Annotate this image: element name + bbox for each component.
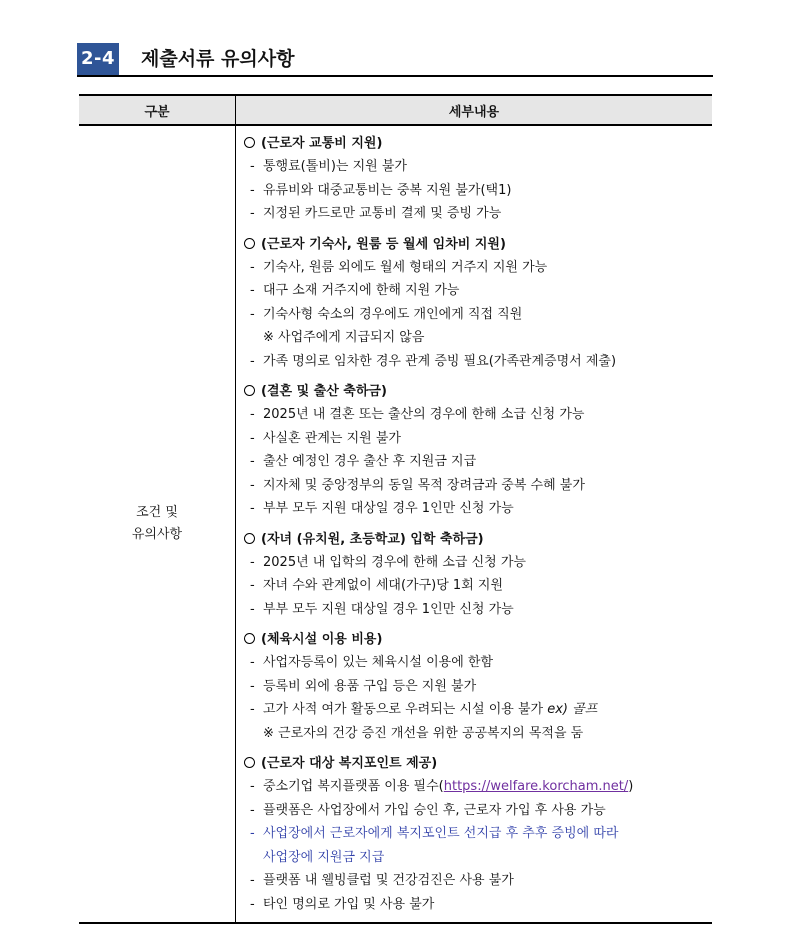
section-heading: (자녀 (유치원, 초등학교) 입학 축하금) [261,531,484,547]
list-item [244,799,712,823]
dash-bullet: - [250,655,255,670]
item-text: 기숙사형 숙소의 경우에도 개인에게 직접 직원 [263,306,523,322]
item-text: 2025년 내 결혼 또는 출산의 경우에 한해 소급 신청 가능 [263,407,585,422]
item-text: 중소기업 복지플랫폼 이용 필수( [263,779,444,794]
section-welfare-points [244,752,712,916]
dash-bullet: - [250,407,255,422]
list-item [244,497,712,521]
dash-bullet: - [250,430,255,446]
dash-bullet: - [250,306,255,322]
list-item [244,869,712,893]
dash-bullet: - [250,873,255,888]
circle-bullet-icon [244,533,255,544]
dash-bullet: - [250,477,255,493]
dash-bullet: - [250,283,255,298]
dash-bullet: - [250,159,255,174]
dash-bullet: - [250,259,255,275]
dash-bullet: - [250,678,255,694]
list-item [244,155,712,179]
row-label-line1: 조건 및 [136,505,178,520]
item-text: 기숙사, 원룸 외에도 월세 형태의 거주지 지원 가능 [263,259,548,275]
section-title: 제출서류 유의사항 [141,48,295,70]
item-text: 플랫폼 내 웰빙클럽 및 건강검진은 사용 불가 [263,873,514,888]
list-item-highlight [244,822,712,846]
section-wedding-birth [244,380,712,521]
item-text: 사업장에서 근로자에게 복지포인트 선지급 후 추후 증빙에 따라 [263,826,619,841]
section-sports-facility [244,628,712,745]
item-text: 대구 소재 거주지에 한해 지원 가능 [263,283,460,298]
section-heading: (결혼 및 출산 축하금) [261,384,387,399]
table-row [79,125,712,923]
row-label-line2: 유의사항 [131,527,183,542]
requirements-table [79,94,712,924]
section-title-row [244,233,712,256]
item-text: 사업자등록이 있는 체육시설 이용에 한함 [263,655,494,670]
circle-bullet-icon [244,385,255,396]
section-housing [244,233,712,374]
item-text: 유류비와 대중교통비는 중복 지원 불가(택1) [263,182,512,198]
item-continuation: 사업장에 지원금 지급 [263,849,385,865]
item-text: 지정된 카드로만 교통비 결제 및 증빙 가능 [263,206,502,221]
item-text: 부부 모두 지원 대상일 경우 1인만 신청 가능 [263,601,514,617]
dash-bullet: - [250,501,255,516]
section-title-row [244,132,712,155]
item-text: 고가 사적 여가 활동으로 우려되는 시설 이용 불가 [263,702,544,717]
item-text: 타인 명의로 가입 및 사용 불가 [263,896,435,912]
list-item [244,893,712,917]
dash-bullet: - [250,779,255,794]
details-cell [236,125,713,923]
list-item [244,598,712,622]
list-item [244,427,712,451]
item-text: 2025년 내 입학의 경우에 한해 소급 신청 가능 [263,554,526,570]
dash-bullet: - [250,182,255,198]
section-heading: (근로자 대상 복지포인트 제공) [261,756,438,771]
list-item [244,403,712,427]
item-text: 자녀 수와 관계없이 세대(가구)당 1회 지원 [263,578,504,593]
list-item [244,303,712,327]
list-item [244,450,712,474]
dash-bullet: - [250,578,255,593]
section-title-row [244,380,712,403]
dash-bullet: - [250,802,255,818]
list-item [244,574,712,598]
dash-bullet: - [250,601,255,617]
list-item [244,474,712,498]
table-header-row [79,95,712,125]
item-text: 통행료(톨비)는 지원 불가 [263,159,407,174]
dash-bullet: - [250,896,255,912]
item-example-text: ex) 골프 [547,702,598,717]
section-title-row [244,752,712,775]
dash-bullet: - [250,353,255,369]
section-transport [244,132,712,226]
note-text: ※ 근로자의 건강 증진 개선을 위한 공공복지의 목적을 둠 [263,725,584,741]
list-item [244,651,712,675]
list-item [244,279,712,303]
circle-bullet-icon [244,757,255,768]
note-text: ※ 사업주에게 지급되지 않음 [263,330,425,345]
section-heading: (체육시설 이용 비용) [261,632,383,647]
section-title-row [244,528,712,551]
circle-bullet-icon [244,238,255,249]
item-text: 지자체 및 중앙정부의 동일 목적 장려금과 중복 수혜 불가 [263,477,585,493]
list-item [244,256,712,280]
dash-bullet: - [250,702,255,717]
section-heading: (근로자 기숙사, 원룸 등 월세 임차비 지원) [261,236,506,252]
item-text: 등록비 외에 용품 구입 등은 지원 불가 [263,678,477,694]
section-school-entry [244,528,712,622]
list-item [244,675,712,699]
welfare-platform-link[interactable]: https://welfare.korcham.net/ [443,779,629,794]
list-item [244,350,712,374]
row-label-cell [79,125,236,923]
col-header-details: 세부내용 [236,95,713,125]
col-header-category: 구분 [79,95,236,125]
dash-bullet: - [250,826,255,841]
list-item [244,179,712,203]
list-item [244,551,712,575]
circle-bullet-icon [244,137,255,148]
item-text: 플랫폼은 사업장에서 가입 승인 후, 근로자 가입 후 사용 가능 [263,802,606,818]
section-title-row [244,628,712,651]
list-item [244,698,712,722]
item-text: 사실혼 관계는 지원 불가 [263,430,401,446]
item-text: 가족 명의로 임차한 경우 관계 증빙 필요(가족관계증명서 제출) [263,353,617,369]
section-number-badge: 2-4 [77,43,119,75]
list-item [244,202,712,226]
item-text: 출산 예정인 경우 출산 후 지원금 지급 [263,454,477,469]
list-item [244,775,712,799]
dash-bullet: - [250,206,255,221]
section-header [77,43,713,77]
dash-bullet: - [250,554,255,570]
header-underline [77,75,713,77]
section-heading: (근로자 교통비 지원) [261,136,383,151]
circle-bullet-icon [244,633,255,644]
item-text-end: ) [628,779,634,794]
item-text: 부부 모두 지원 대상일 경우 1인만 신청 가능 [263,501,514,516]
dash-bullet: - [250,454,255,469]
